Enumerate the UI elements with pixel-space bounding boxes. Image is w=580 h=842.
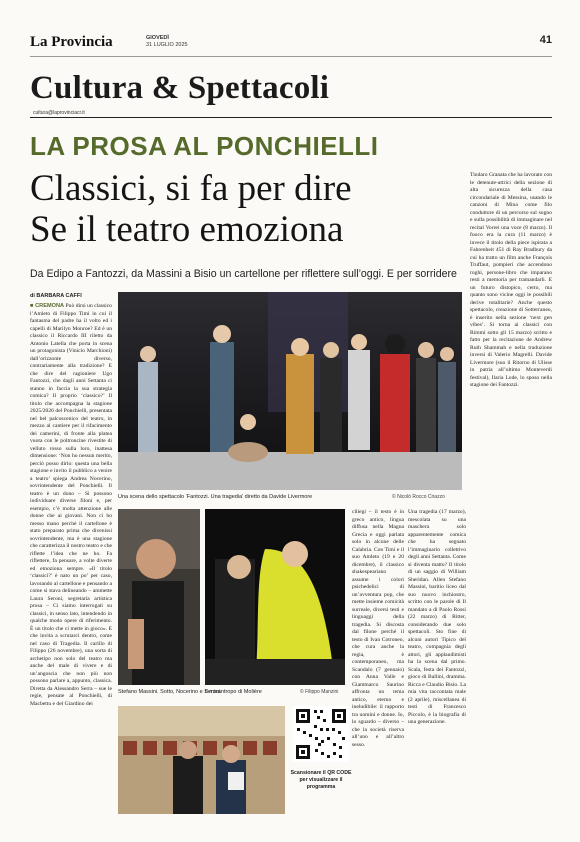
article-column-1 [30,303,112,823]
qr-code-icon [293,706,349,762]
misantropo-image [205,509,345,685]
article-deck: Da Edipo a Fantozzi, da Massini a Bisio un cartellone per riflettere sull’oggi. E per sorridere [30,268,457,280]
issue-date: 31 LUGLIO 2025 [146,42,188,48]
main-stage-photo [118,292,462,490]
small-photo-2-credit: © Filippo Manzini [300,689,339,695]
section-divider [30,117,552,118]
article-kicker: LA PROSA AL PONCHIELLI [30,131,379,161]
article-column-right: Tindaro Granata che ha lavorato con le detenute-attrici della sezione di alta sicurezza della casa circondariale di Messina, usando le canzoni di Mina come filo conduttore di un percorso sul sogno e sulla possibilità di immaginare nel recital Vorrei una voce (8 marzo). Il fuoco era la cura (11 marzo) è invece il titolo della piece ispirata a Fahrenheit 451 di Ray Bradbury da cui ha tratto un film anche François Truffaut, pompieri che accendono roghi, persone-libro che imparano resti a memoria per tramandarli. E un futuro distopico, certo, ma quanto sono vicine oggi le possibili derive totalitarie? Anche questo spettacolo, creazione di Sotterraneo, è inserito nella sezione ‘next gen vibes’. Si torna ai classici con Rimmi sotto gli 15 marzo) scritto e fatto per la recitazione de Andrew Ruth Shammah e nella traduzione inversi di Valerio Magrelli. Davide Livermore (suo il Ritorno di Ulisse in patria all’ultimo Monteverdi festival), Ilaria Lode, lo sposo nella stagione dei Fantozzi. [470,172,552,388]
section-email: cultura@laprovinciacr.it [33,110,85,116]
article-headline [30,168,450,250]
column-1-text: Può dirsi un classico l’Amleto di Filippo Timi in cui il fantasma del padre ha il volto ed i capelli di Marilyn Monroe? Ed è un classico il Riccardo III riletto da Antonio Latella che porta in scena un protagonista (Vinicio Marchioni) dall’orizzonte diverso, contrariamente alla tradizione? E che dire del ragioniere Ugo Fantozzi, che dagli anni Settanta ci stanno in faccia la sua strategia comica? Il proprio ‘classico?’ Il titolo che accompagna la stagione 2025/2026 del Ponchielli, presentata nel bel palcoscenico del teatro, in mezzo al cantiere per il rifacimento dei camerini, di fronte alla platea vuota con le poltroncine rivestite di velluto rosso sulla loro, inattesa dimensione: ‘Non ho nessun merito, perciò posso dirlo: questa una bella stagione e invito il pubblico a venire a teatro’ spiega Andrea Nocerino, sovrintendente del Ponchielli. Il teatro è un dono – Si possono individuare diverse filoni e, per esempio, c’è molta attenzione alle donne che ai giovani. Non ci ho messo mano perché il cartellone è stato preparato prima che divenissi sovrintendente, ma è una stagione che caratterizza il nostro teatro e che riflette l’idea che ne ho. Fa riflettere, fa pensare, a volte diverte ed emoziona sempre. «Il titolo ‘classici?’ è nato un po’ per caso, lavorando al cartellone e pensando a come si stava delineando – ammette Laura Seroni, segretaria artistica prosa – Ci siamo interrogati su classici, in senso lato, intendendo in qualche modo opere di riferimento. È un titolo che ci mette in gioco». E che invita a scrutarci dentro, come nel caso di Tragedia. Il carillo di Filippo (26 novembre), una sorta di archetipo non solo del teatro ma anche del male di vivere e di un’angoscia che non più non possono parlare a, appunto, classica. Diretta da Alessandro Serra – sue le regie, pensate al Ponchielli, di Macbettu e del Giardino dei [30,303,112,707]
headline-line-2: Se il teatro emoziona [30,209,344,250]
qr-caption: Scansionare il QR CODE per visualizzare il programma [290,770,352,790]
stage-scene-image [118,292,462,490]
article-column-4: Una tragedia (17 marzo), mescolata su una maschera solo apparentemente comica che ha segnato l’immaginario collettivo degli anni Settanta. Come si diventa matto? Il titolo di un saggio di William Sheridan. Allen Stefano Massini, baritio liceo dal suo nuovo inchiostro, scritto con le parole di Il mandato a di Paolo Rossi (22 marzo) di Ritter, considerando due solo spettacoli. Sto fine di alcuni autori Tipico del teatro, compagnia degli attori, gli applaudimisti ha la scena dal primo. Scala, festa dei Fantozzi, gioco di Ballini, dramma. Ricca e Claudio Bisio. La mia vita raccontata male (2 aprile), miscellanea di testi di Francesco Piccolo, è la biografia di una generazione. [408,509,466,725]
massini-portrait-photo [118,509,200,685]
page-number: 41 [539,34,552,46]
program-qr-code[interactable] [293,706,349,762]
section-title: Cultura & Spettacoli [30,70,330,106]
small-photo-1-caption: Stefano Massini. Sotto, Nocerino e Seroni [118,689,221,695]
masthead-divider [30,56,552,57]
article-column-3: ciliegi – il testo è in greco antico, lingua diffusa nella Magna Grecia e oggi parlata solo in alcune delle Calabria. Con Timi e il suo Amleto (19 e 20 dicembre), il classico shakespeariano assume i colori psichedelici di un’avventura pop, che mette insieme comicità surreale, diversi testi e linguaggi della tragedia. Si discosta dal filone perché il testo di Ivan Cotroneo, che cura anche la regia, è contemporaneo, ma Scandalo (7 gennaio) con Anna Valle e Giammarco Saurino affronta un tema antico, eterno e ineludibile: il rapporto tra uomini e donne. Io, lo sguardo – diverso – che la società riserva all’uno e all’altro sesso. [352,509,404,748]
nocerino-seroni-photo [118,706,285,814]
issue-day: GIOVEDÌ [146,35,169,41]
article-byline: di BARBARA CAFFI [30,293,82,299]
main-photo-credit: © Nicolò Rocco Criazzo [392,494,445,500]
masthead [30,32,552,54]
main-photo-caption: Una scena dello spettacolo ‘Fantozzi. Una tragedia’ diretto da Davide Livermore [118,494,313,500]
headline-line-1: Classici, si fa per dire [30,168,352,209]
theatre-box-image [118,706,285,814]
small-photo-2-caption: Il misantropo di Molière [205,689,262,695]
newspaper-logo: La Provincia [30,34,113,50]
dateline: ■ CREMONA [30,303,65,309]
misantropo-photo [205,509,345,685]
portrait-image [118,509,200,685]
